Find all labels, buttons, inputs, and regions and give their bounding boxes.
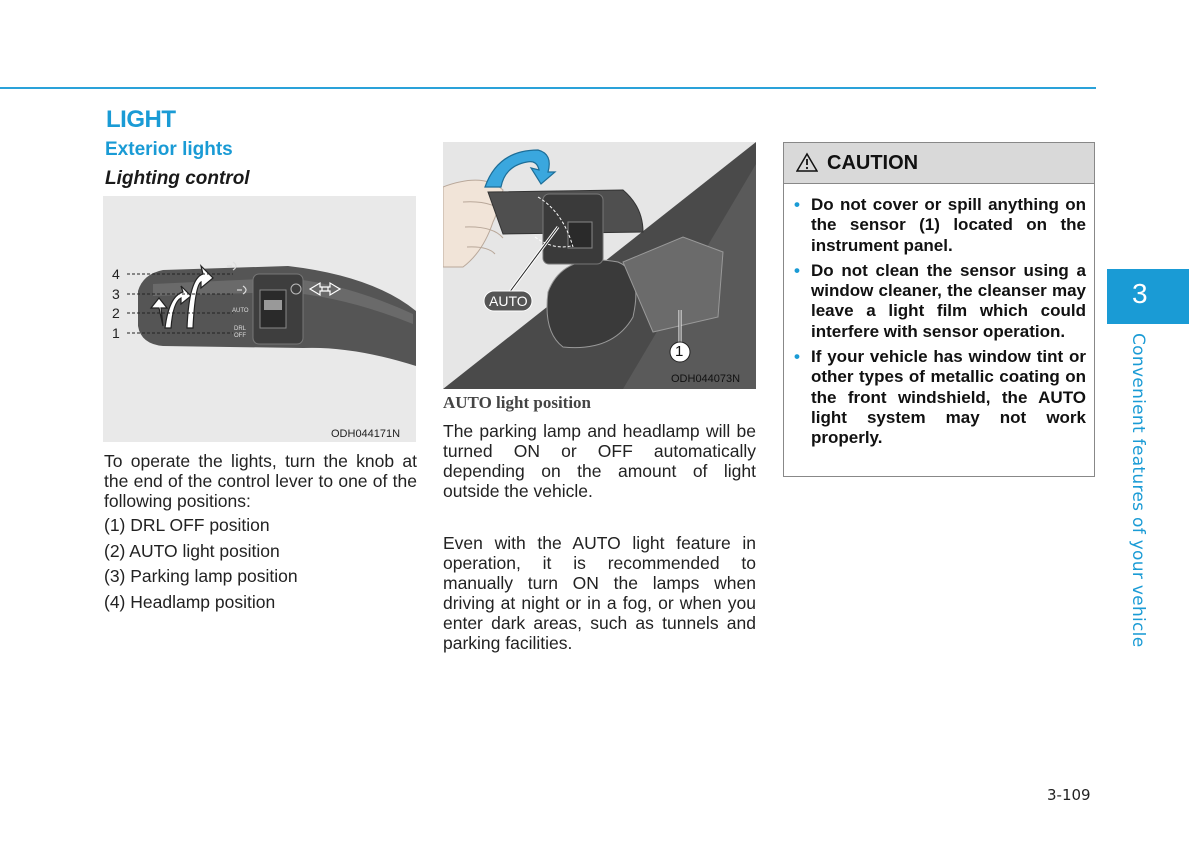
chapter-title: Convenient features of your vehicle [1128, 333, 1148, 648]
caution-item: • Do not cover or spill anything on the sensor (1) located on the instrument panel. [794, 195, 1086, 255]
positions-list [104, 514, 298, 617]
lighting-control-figure [103, 196, 416, 442]
position-label-1: 1 [112, 325, 120, 341]
intro-paragraph: To operate the lights, turn the knob at the end of the control lever to one of the following positions: [104, 451, 417, 511]
auto-light-figure [443, 142, 756, 389]
caution-item: • Do not clean the sensor using a window cleaner, the cleanser may leave a light film which could interfere with sensor operation. [794, 260, 1086, 341]
warning-triangle-icon [796, 152, 818, 172]
caution-item: • If your vehicle has window tint or other types of metallic coating on the front windshield, the AUTO light system may not work properly. [794, 347, 1086, 448]
caution-title: CAUTION [827, 152, 919, 174]
caution-list [794, 195, 1086, 454]
sensor-label: 1 [675, 343, 684, 360]
knob-auto-text: AUTO [232, 308, 249, 314]
auto-paragraph-1: The parking lamp and headlamp will be turned ON or OFF automatically depending on the amount of light outside the vehicle. [443, 421, 756, 501]
page-number: 3-109 [1047, 786, 1091, 804]
auto-light-heading: AUTO light position [443, 393, 592, 412]
position-label-4: 4 [112, 266, 120, 282]
section-subtitle: Exterior lights [105, 139, 233, 160]
bullet-icon: • [794, 260, 800, 280]
list-item: (3) Parking lamp position [104, 566, 298, 587]
auto-paragraph-2: Even with the AUTO light feature in operation, it is recommended to manually turn ON the lamps when driving at night or in a fog, or when you enter dark areas, such as tunnels and parking facilities. [443, 533, 756, 653]
list-item: (1) DRL OFF position [104, 515, 270, 535]
caution-header [784, 143, 1094, 184]
section-title: LIGHT [106, 106, 176, 133]
bullet-icon: • [794, 347, 800, 367]
figure-code: ODH044073N [671, 373, 741, 385]
position-label-2: 2 [112, 305, 120, 321]
knob-drl-text: DRL [234, 326, 247, 332]
caution-box [783, 142, 1095, 477]
figure-code: ODH044171N [331, 428, 401, 440]
bullet-icon: • [794, 195, 800, 214]
sensor-illustration [443, 142, 756, 389]
top-rule [0, 87, 1096, 89]
lever-illustration [103, 196, 416, 442]
knob-off-text: OFF [234, 333, 246, 339]
position-label-3: 3 [112, 286, 120, 302]
list-item: (2) AUTO light position [104, 540, 280, 561]
chapter-tab: 3 [1107, 269, 1189, 324]
auto-badge-label: AUTO [489, 293, 528, 309]
list-item: (4) Headlamp position [104, 592, 276, 613]
subsection-title: Lighting control [105, 168, 250, 189]
